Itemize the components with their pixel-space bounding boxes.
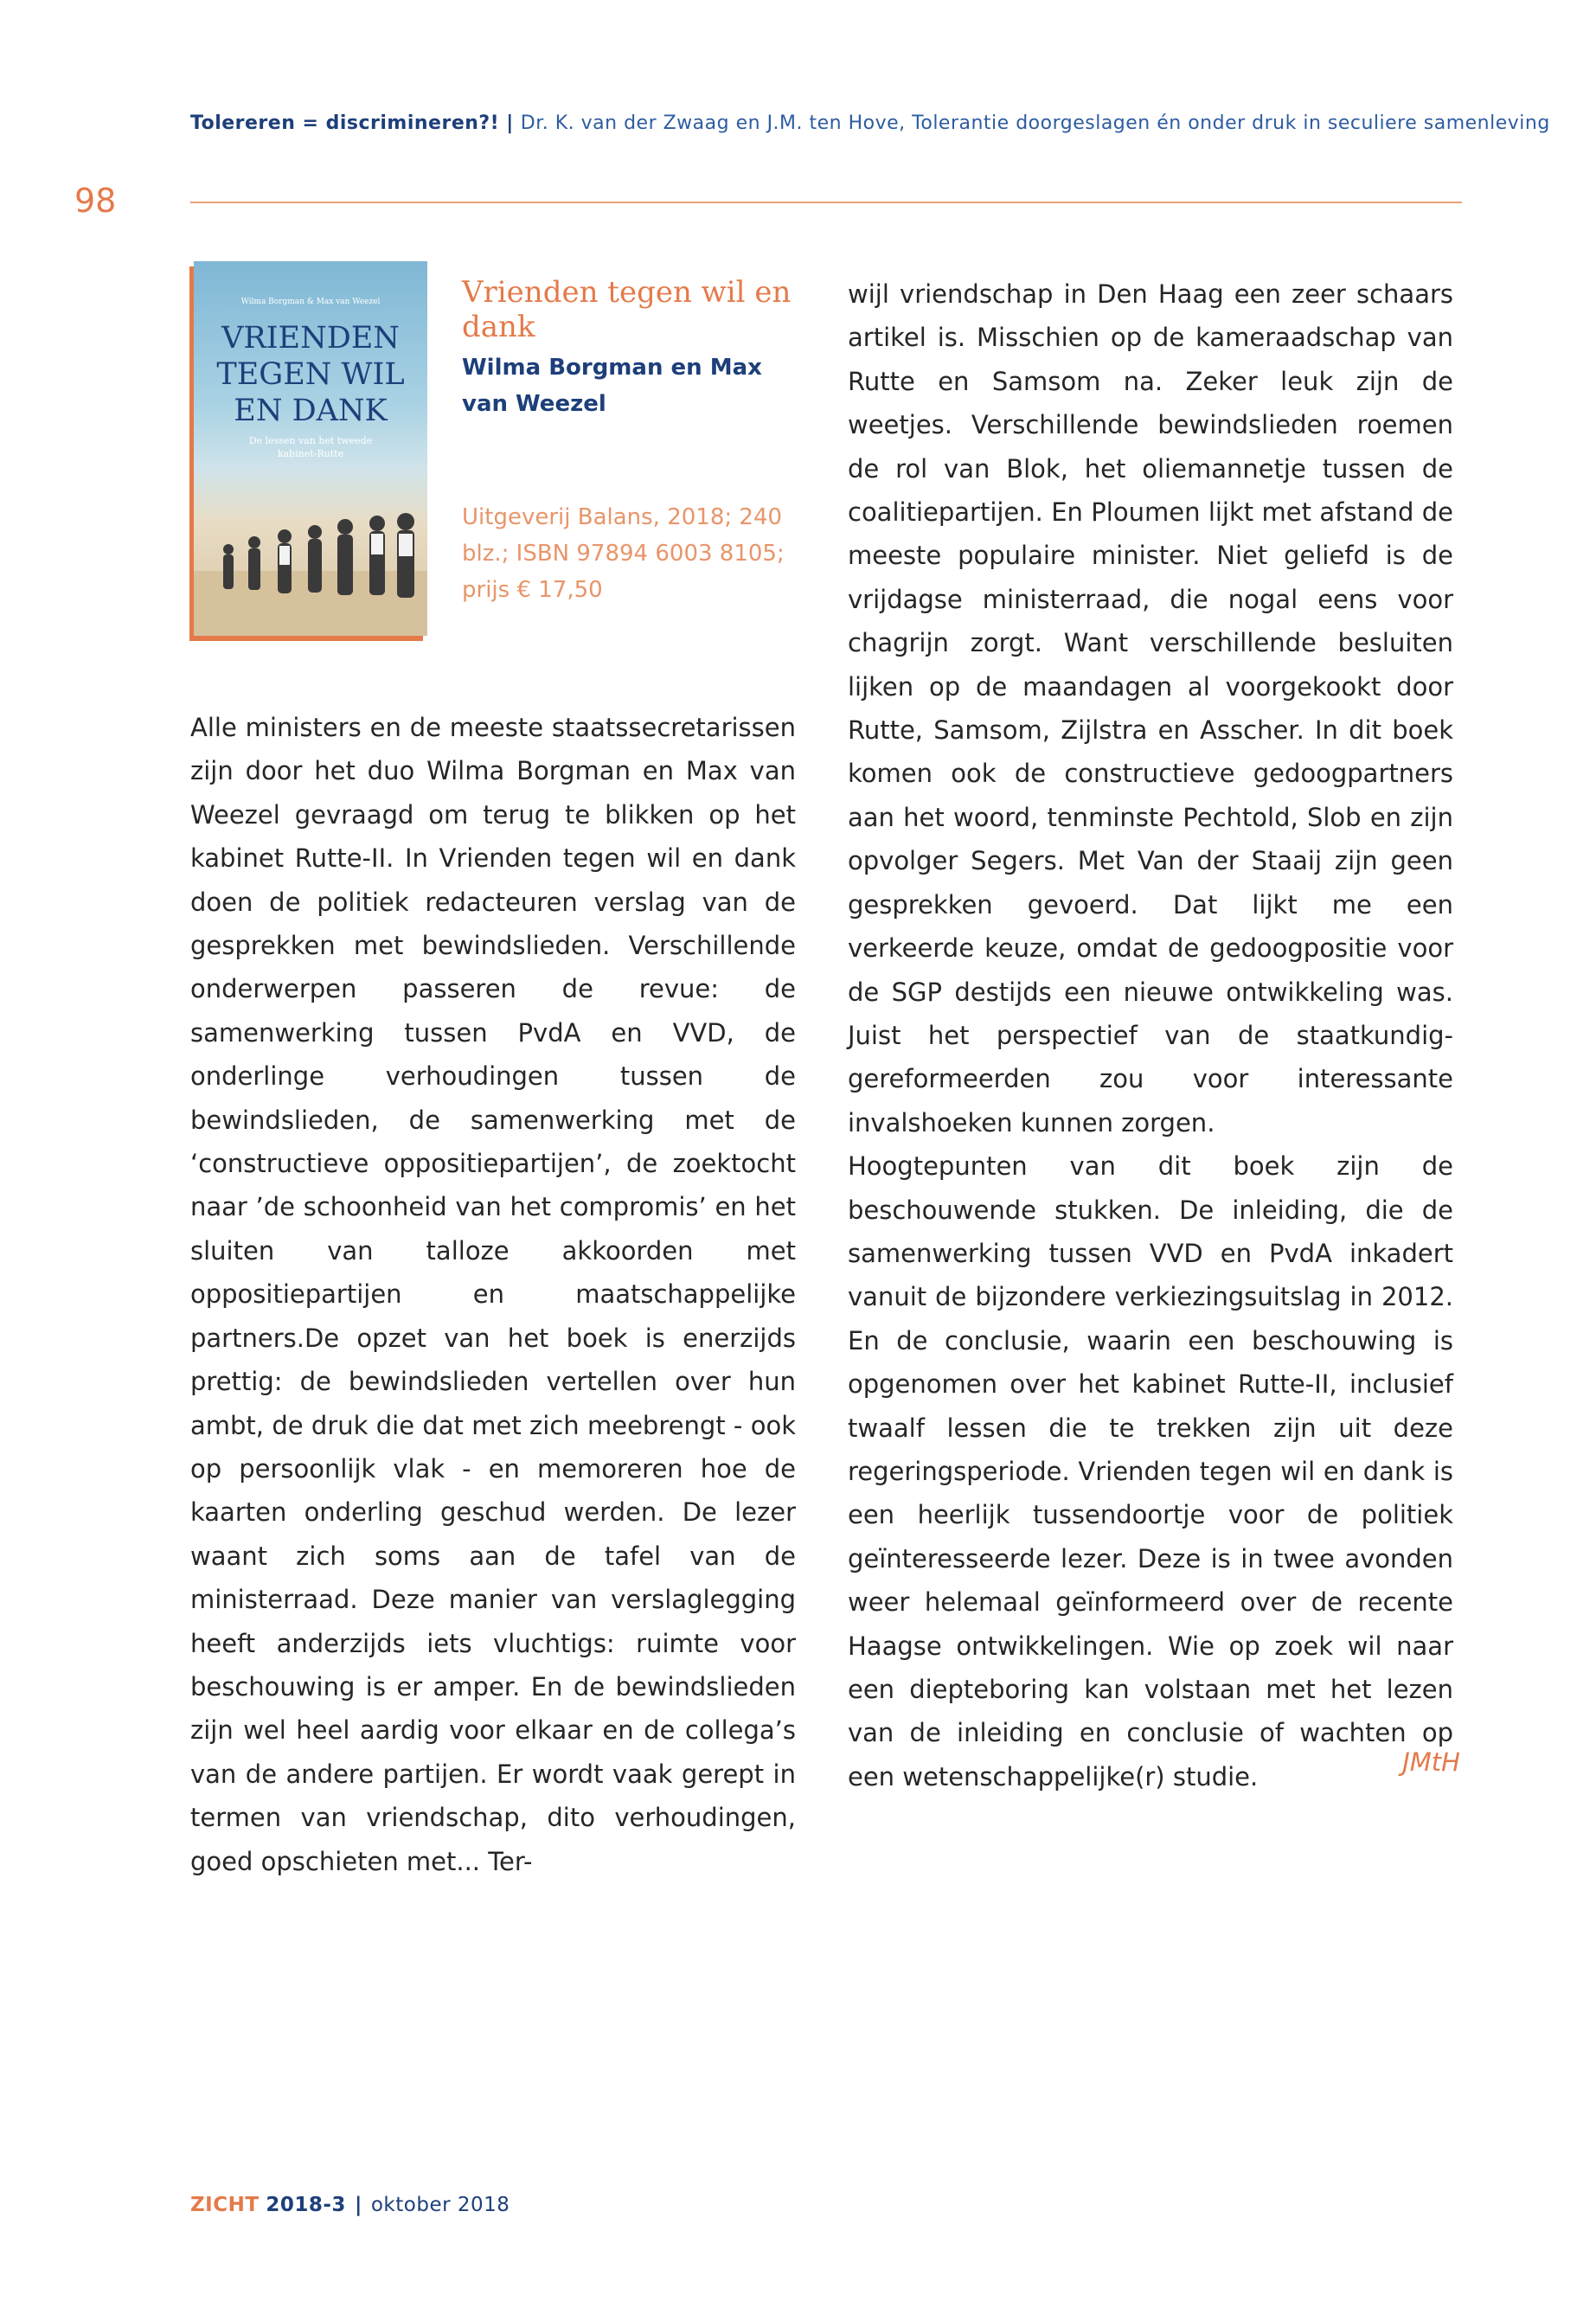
page-number: 98 bbox=[74, 182, 117, 220]
cover-title: VRIENDEN TEGEN WIL EN DANK bbox=[216, 321, 405, 428]
article-reference: Dr. K. van der Zwaag en J.M. ten Hove, Tolerantie doorgeslagen én onder druk in seculiere samenleving bbox=[520, 112, 1550, 134]
header-separator: | bbox=[506, 112, 514, 134]
header-rule bbox=[190, 202, 1462, 203]
cover-photo-people bbox=[194, 489, 427, 636]
running-head bbox=[190, 112, 1550, 134]
magazine-name: ZICHT bbox=[190, 2194, 260, 2216]
review-publication-details: Uitgeverij Balans, 2018; 240 blz.; ISBN 97894 6003 8105; prijs € 17,50 bbox=[462, 504, 785, 603]
review-text-right-column bbox=[848, 272, 1453, 1798]
book-cover-image bbox=[194, 261, 427, 636]
review-book-title: Vrienden tegen wil en dank bbox=[462, 275, 792, 344]
section-title: Tolereren = discrimineren?! bbox=[190, 112, 500, 134]
issue-date: oktober 2018 bbox=[370, 2194, 510, 2216]
page-footer bbox=[190, 2194, 510, 2216]
review-paragraph: Hoogtepunten van dit boek zijn de beschouwende stukken. De inleiding, die de samenwerking tussen VVD en PvdA inkadert vanuit de bijzondere verkiezingsuitslag in 2012. En de conclusie, waarin een beschouwing is opgenomen over het kabinet Rutte-II, inclusief twaalf lessen die te trekken zijn uit deze regeringsperiode. Vrienden tegen wil en dank is een heerlijk tussendoortje voor de politiek geïnteresseerde lezer. Deze is in twee avonden weer helemaal geïnformeerd over de recente Haagse ontwikkelingen. Wie op zoek wil naar een diepteboring kan volstaan met het lezen van de inleiding en conclusie of wachten op een wetenschappelijke(r) studie. bbox=[848, 1151, 1453, 1791]
review-paragraph: wijl vriendschap in Den Haag een zeer schaars artikel is. Misschien op de kameraadschap van Rutte en Samsom na. Zeker leuk zijn de weetjes. Verschillende bewindslieden roemen de rol van Blok, het oliemannetje tussen de coalitiepartijen. En Ploumen lijkt met afstand de meeste populaire minister. Niet geliefd is de vrijdagse ministerraad, die nogal eens voor chagrijn zorgt. Want verschillende besluiten lijken op de maandagen al voorgekookt door Rutte, Samsom, Zijlstra en Asscher. In dit boek komen ook de constructieve gedoogpartners aan het woord, tenminste Pechtold, Slob en zijn opvolger Segers. Met Van der Staaij zijn geen gesprekken gevoerd. Dat lijkt me een verkeerde keuze, omdat de gedoogpositie voor de SGP destijds een nieuwe ontwikkeling was. Juist het perspectief van de staatkundig-gereformeerden zou voor interessante invalshoeken kunnen zorgen. bbox=[848, 279, 1453, 1138]
footer-separator: | bbox=[354, 2194, 362, 2216]
cover-subtitle: De lessen van het tweede kabinet-Rutte bbox=[248, 435, 373, 459]
review-signature: JMtH bbox=[1402, 1747, 1460, 1777]
review-book-authors: Wilma Borgman en Max van Weezel bbox=[462, 355, 762, 417]
review-paragraph: Alle ministers en de meeste staatssecretarissen zijn door het duo Wilma Borgman en Max van Weezel gevraagd om terug te blikken op het kabinet Rutte-II. In Vrienden tegen wil en dank doen de politiek redacteuren verslag van de gesprekken met bewindslieden. Verschillende onderwerpen passeren de revue: de samenwerking tussen PvdA en VVD, de onderlinge verhoudingen tussen de bewindslieden, de samenwerking met de ‘constructieve oppositiepartijen’, de zoektocht naar ’de schoonheid van het compromis’ en het sluiten van talloze akkoorden met oppositiepartijen en maatschappelijke partners.De opzet van het boek is enerzijds prettig: de bewindslieden vertellen over hun ambt, de druk die dat met zich meebrengt - ook op persoonlijk vlak - en memoreren hoe de kaarten onderling geschud werden. De lezer waant zich soms aan de tafel van de ministerraad. Deze manier van verslaglegging heeft anderzijds iets vluchtigs: ruimte voor beschouwing is er amper. En de bewindslieden zijn wel heel aardig voor elkaar en de collega’s van de andere partijen. Er wordt vaak gerept in termen van vriendschap, dito verhoudingen, goed opschieten met... Ter- bbox=[190, 713, 796, 1876]
review-text-left-column bbox=[190, 706, 796, 1883]
magazine-issue: 2018-3 bbox=[266, 2194, 346, 2216]
cover-authors: Wilma Borgman & Max van Weezel bbox=[240, 298, 381, 306]
